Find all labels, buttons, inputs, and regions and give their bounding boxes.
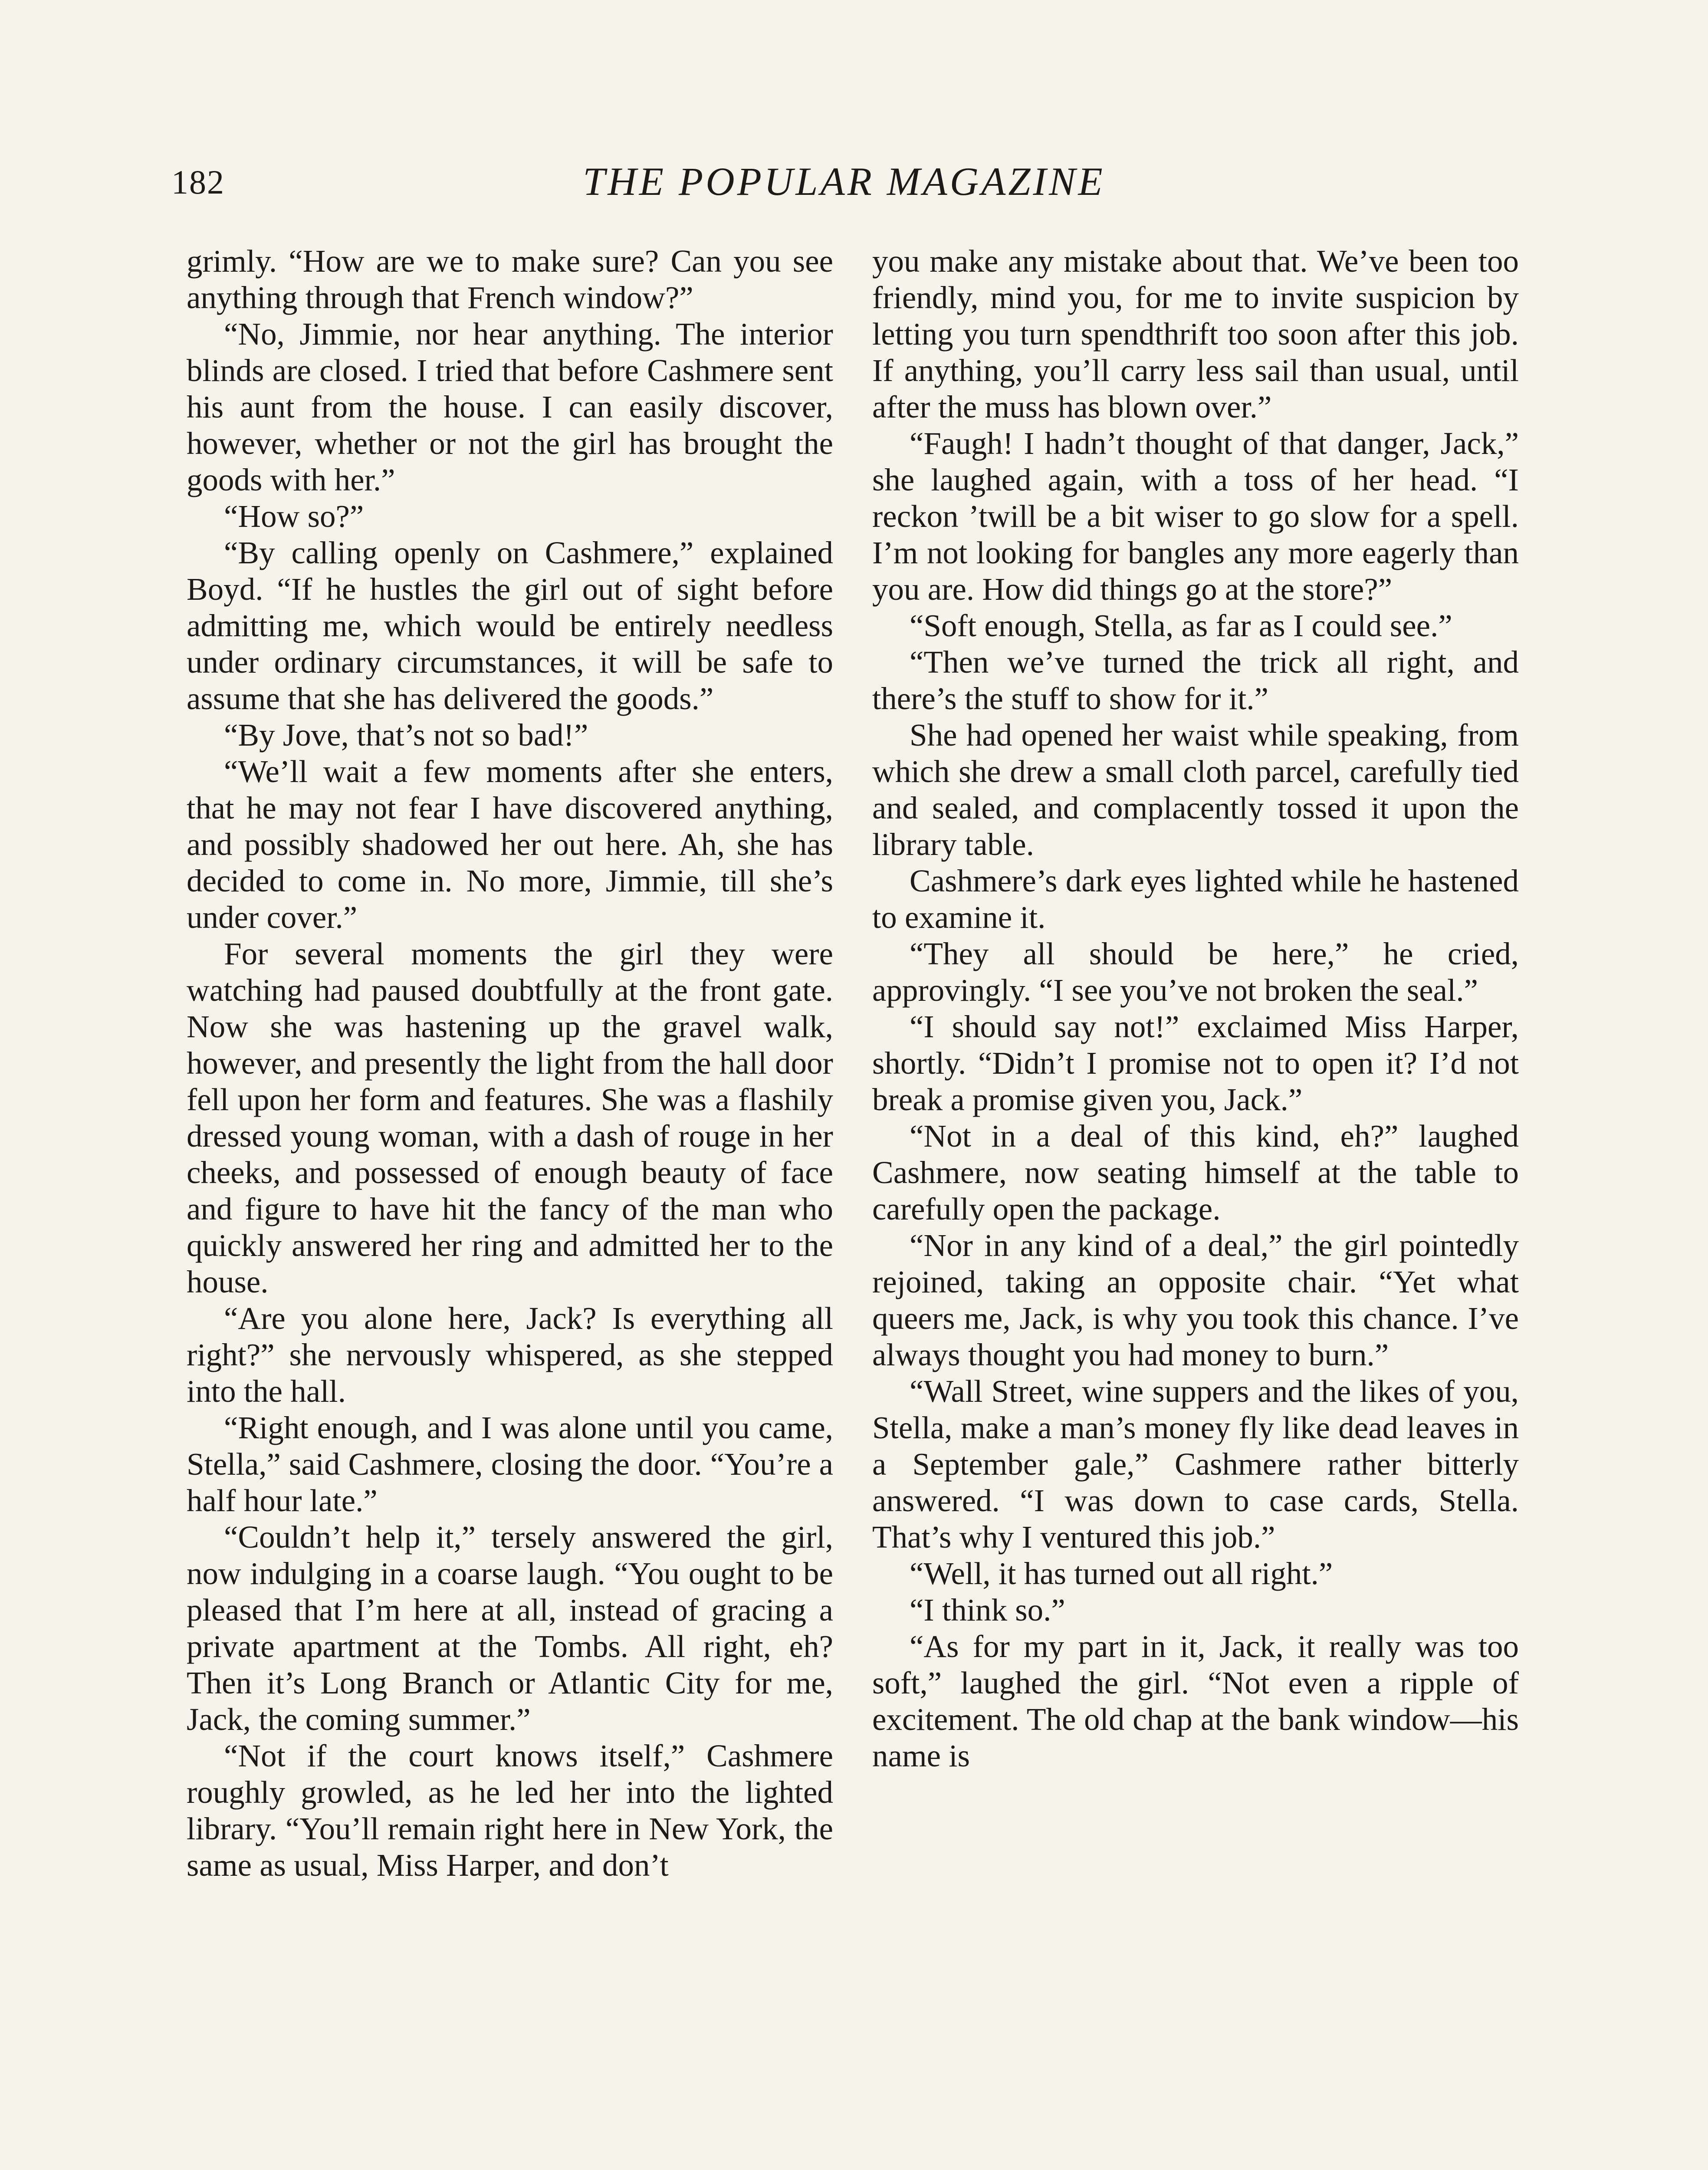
paragraph: “Soft enough, Stella, as far as I could see.”: [910, 608, 1452, 643]
paragraph: “As for my part in it, Jack, it really was too soft,” laughed the girl. “Not even a ripple of excitement. The old chap at the bank window—his name is: [872, 1629, 1519, 1773]
text-column-left: [187, 243, 833, 1884]
running-title: THE POPULAR MAGAZINE: [583, 159, 1105, 204]
paragraph: “Not in a deal of this kind, eh?” laughed Cashmere, now seating himself at the table to carefully open the package.: [872, 1118, 1519, 1226]
paragraph: “I think so.”: [910, 1592, 1065, 1628]
paragraph: “Right enough, and I was alone until you came, Stella,” said Cashmere, closing the door. “You’re a half hour late.”: [187, 1410, 833, 1518]
paragraph: She had opened her waist while speaking, from which she drew a small cloth parcel, carefully tied and sealed, and complacently tossed it upon the library table.: [872, 717, 1519, 862]
paragraph: “I should say not!” exclaimed Miss Harper, shortly. “Didn’t I promise not to open it? I’d not break a promise given you, Jack.”: [872, 1009, 1519, 1117]
text-column-right: [872, 243, 1519, 1774]
paragraph: “How so?”: [224, 499, 364, 534]
paragraph: “By Jove, that’s not so bad!”: [224, 717, 588, 753]
paragraph: Cashmere’s dark eyes lighted while he hastened to examine it.: [872, 863, 1519, 935]
paragraph: “Faugh! I hadn’t thought of that danger, Jack,” she laughed again, with a toss of her head. “I reckon ’twill be a bit wiser to go slow for a spell. I’m not looking for bangles any more eagerly than you are. How did things go at the store?”: [872, 426, 1519, 607]
page-header: [171, 158, 1517, 219]
paragraph: “Well, it has turned out all right.”: [910, 1556, 1333, 1591]
paragraph: “They all should be here,” he cried, approvingly. “I see you’ve not broken the seal.”: [872, 936, 1519, 1008]
paragraph: you make any mistake about that. We’ve been too friendly, mind you, for me to invite suspicion by letting you turn spendthrift too soon after this job. If anything, you’ll carry less sail than usual, until after the muss has blown over.”: [872, 243, 1519, 424]
paragraph: “Are you alone here, Jack? Is everything all right?” she nervously whispered, as she stepped into the hall.: [187, 1301, 833, 1409]
paragraph: “Not if the court knows itself,” Cashmere roughly growled, as he led her into the lighted library. “You’ll remain right here in New York, the same as usual, Miss Harper, and don’t: [187, 1738, 833, 1883]
paragraph: “Nor in any kind of a deal,” the girl pointedly rejoined, taking an opposite chair. “Yet what queers me, Jack, is why you took this chance. I’ve always thought you had money to burn.”: [872, 1228, 1519, 1372]
paragraph: “Then we’ve turned the trick all right, and there’s the stuff to show for it.”: [872, 644, 1519, 716]
paragraph: For several moments the girl they were watching had paused doubtfully at the front gate. Now she was hastening up the gravel walk, however, and presently the light from the hall door fell upon her form and features. She was a flashily dressed young woman, with a dash of rouge in her cheeks, and possessed of enough beauty of face and figure to have hit the fancy of the man who quickly answered her ring and admitted her to the house.: [187, 936, 833, 1299]
paragraph: “Couldn’t help it,” tersely answered the girl, now indulging in a coarse laugh. “You ought to be pleased that I’m here at all, instead of gracing a private apartment at the Tombs. All right, eh? Then it’s Long Branch or Atlantic City for me, Jack, the coming summer.”: [187, 1519, 833, 1737]
page-number: 182: [171, 163, 225, 201]
paragraph: “No, Jimmie, nor hear anything. The interior blinds are closed. I tried that before Cashmere sent his aunt from the house. I can easily discover, however, whether or not the girl has brought the goods with her.”: [187, 316, 833, 497]
paragraph: “We’ll wait a few moments after she enters, that he may not fear I have discovered anything, and possibly shadowed her out here. Ah, she has decided to come in. No more, Jimmie, till she’s under cover.”: [187, 754, 833, 935]
paragraph: “Wall Street, wine suppers and the likes of you, Stella, make a man’s money fly like dead leaves in a September gale,” Cashmere rather bitterly answered. “I was down to case cards, Stella. That’s why I ventured this job.”: [872, 1374, 1519, 1555]
paragraph: “By calling openly on Cashmere,” explained Boyd. “If he hustles the girl out of sight before admitting me, which would be entirely needless under ordinary circumstances, it will be safe to assume that she has delivered the goods.”: [187, 535, 833, 716]
paragraph: grimly. “How are we to make sure? Can you see anything through that French window?”: [187, 243, 833, 315]
